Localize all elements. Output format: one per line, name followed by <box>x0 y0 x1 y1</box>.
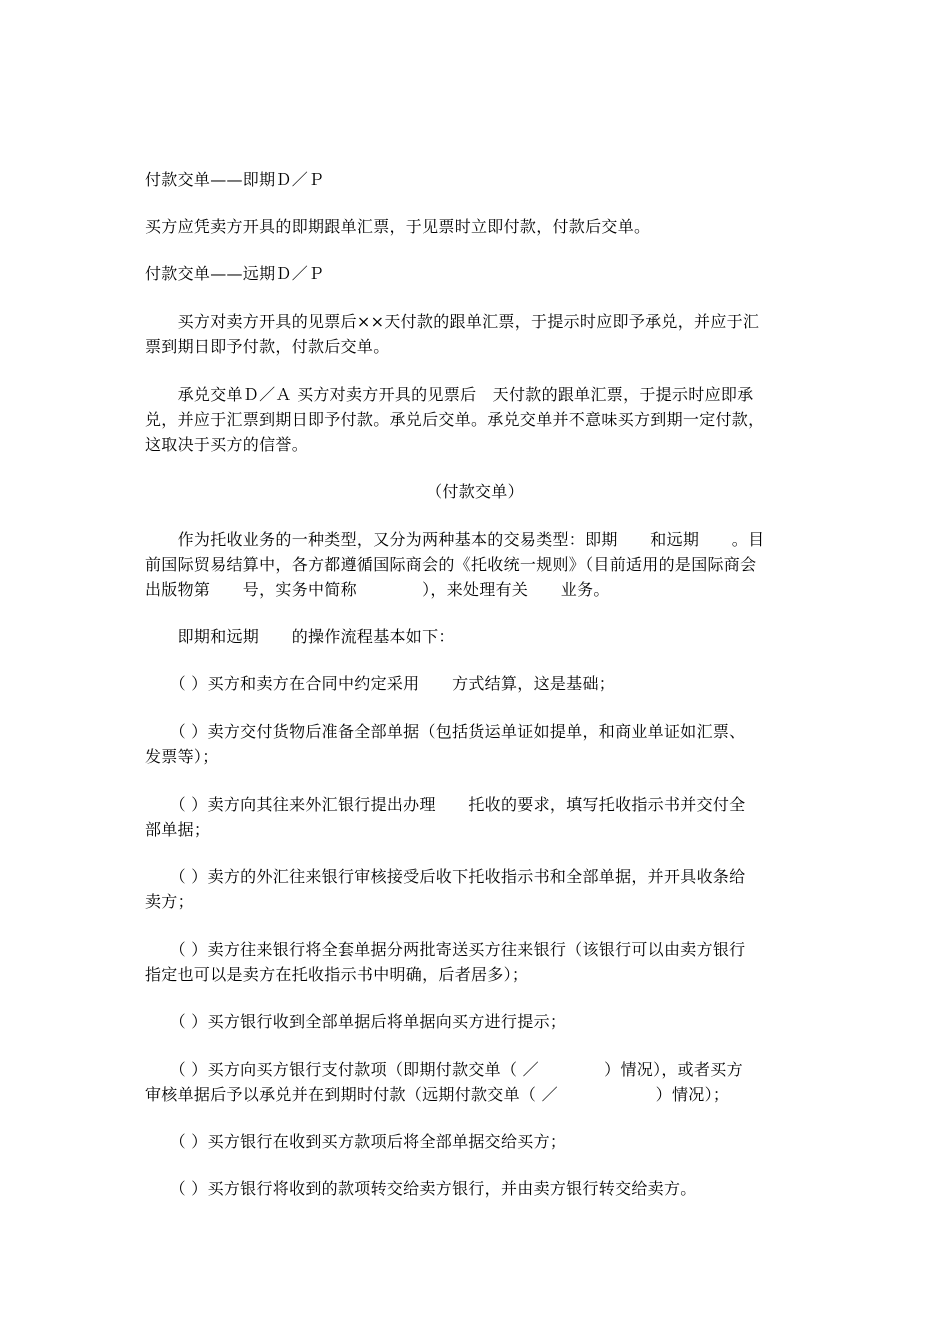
paragraph-dp-usance-line-1: 买方对卖方开具的见票后××天付款的跟单汇票，于提示时应即予承兑，并应于汇 <box>145 312 760 331</box>
step-2-line-1: （ ）卖方交付货物后准备全部单据（包括货运单证如提单，和商业单证如汇票、 <box>145 722 746 741</box>
flow-intro: 即期和远期 的操作流程基本如下： <box>145 627 455 646</box>
paragraph-da-line-2: 兑，并应于汇票到期日即予付款。承兑后交单。承兑交单并不意味买方到期一定付款， <box>145 410 765 429</box>
paragraph-da-line-3: 这取决于买方的信誉。 <box>145 435 309 454</box>
step-7-line-1: （ ）买方向买方银行支付款项（即期付款交单（ ／ ）情况），或者买方 <box>145 1060 743 1079</box>
heading-dp-usance: 付款交单——远期Ｄ／Ｐ <box>145 264 325 283</box>
intro-line-3: 出版物第 号，实务中简称 ），来处理有关 业务。 <box>145 580 610 599</box>
step-3-line-2: 部单据； <box>145 820 211 839</box>
paragraph-dp-usance-line-2: 票到期日即予付款，付款后交单。 <box>145 337 390 356</box>
step-9: （ ）买方银行将收到的款项转交给卖方银行，并由卖方银行转交给卖方。 <box>145 1179 697 1198</box>
step-8: （ ）买方银行在收到买方款项后将全部单据交给买方； <box>145 1132 567 1151</box>
paragraph-dp-sight: 买方应凭卖方开具的即期跟单汇票，于见票时立即付款，付款后交单。 <box>145 217 651 236</box>
step-3-line-1: （ ）卖方向其往来外汇银行提出办理 托收的要求，填写托收指示书并交付全 <box>145 795 746 814</box>
step-5-line-1: （ ）卖方往来银行将全套单据分两批寄送买方往来银行（该银行可以由卖方银行 <box>145 940 746 959</box>
center-heading: （付款交单） <box>426 482 524 501</box>
intro-line-1: 作为托收业务的一种类型，又分为两种基本的交易类型：即期 和远期 。目 <box>145 530 765 549</box>
intro-line-2: 前国际贸易结算中，各方都遵循国际商会的《托收统一规则》（目前适用的是国际商会 <box>145 555 757 574</box>
step-7-line-2: 审核单据后予以承兑并在到期时付款（远期付款交单（ ／ ）情况）； <box>145 1085 730 1104</box>
step-4-line-2: 卖方； <box>145 892 194 911</box>
heading-dp-sight: 付款交单——即期Ｄ／Ｐ <box>145 170 325 189</box>
step-4-line-1: （ ）卖方的外汇往来银行审核接受后收下托收指示书和全部单据，并开具收条给 <box>145 867 746 886</box>
step-5-line-2: 指定也可以是卖方在托收指示书中明确，后者居多）； <box>145 965 529 984</box>
step-2-line-2: 发票等）； <box>145 747 219 766</box>
paragraph-da-line-1: 承兑交单Ｄ／Ａ 买方对卖方开具的见票后 天付款的跟单汇票，于提示时应即承 <box>145 385 754 404</box>
step-6: （ ）买方银行收到全部单据后将单据向买方进行提示； <box>145 1012 567 1031</box>
step-1: （ ）买方和卖方在合同中约定采用 方式结算，这是基础； <box>145 674 616 693</box>
